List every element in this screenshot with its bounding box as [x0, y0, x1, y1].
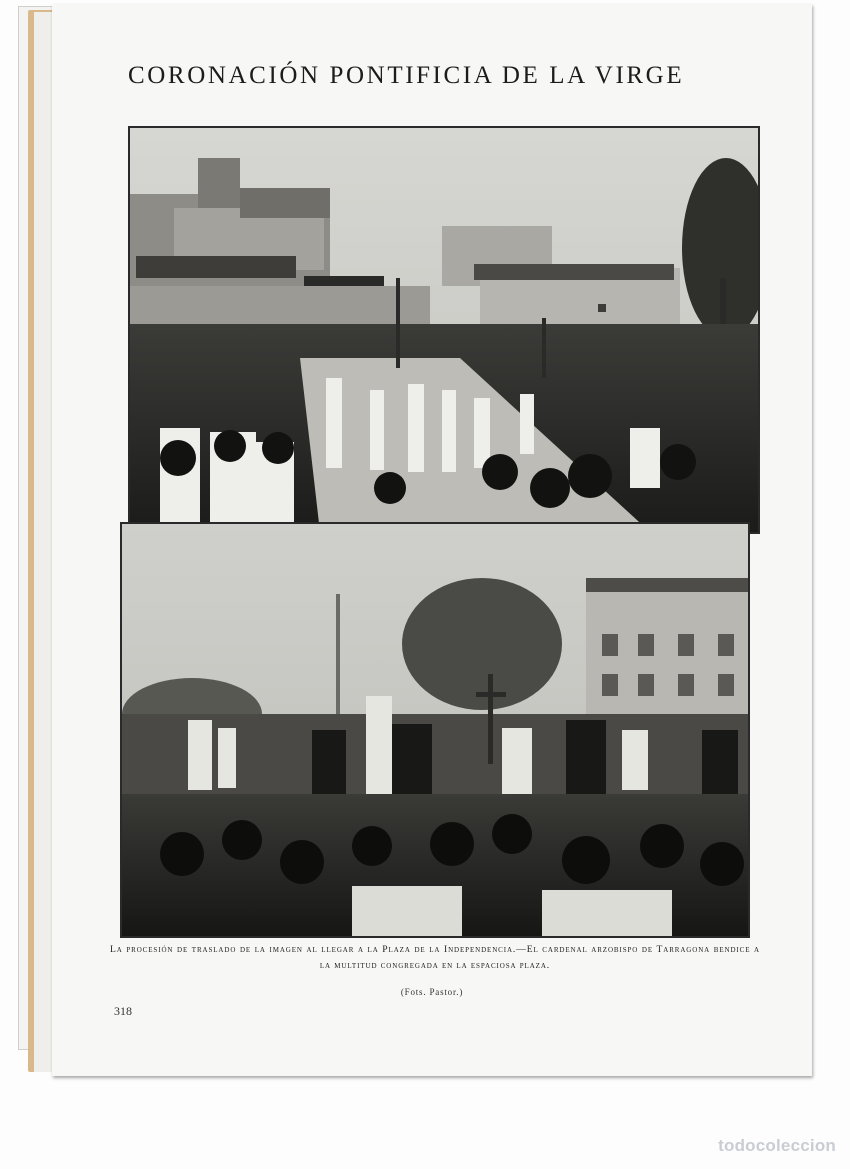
photo-credit: (Fots. Pastor.) [400, 987, 464, 997]
photo-procession [128, 126, 760, 534]
magazine-page [52, 4, 812, 1076]
blessing-image [122, 524, 748, 936]
page-title: CORONACIÓN PONTIFICIA DE LA VIRGE [128, 62, 685, 89]
photo-caption: La procesión de traslado de la imagen al llegar a la Plaza de la Independencia.—El cardenal arzobispo de Tarragona bendice a la multitud congregada en la espaciosa plaza. [110, 944, 760, 971]
photo-blessing [120, 522, 750, 938]
page-number: 318 [114, 1004, 132, 1018]
procession-image [130, 128, 758, 532]
watermark-logo: todocoleccion [718, 1136, 836, 1155]
